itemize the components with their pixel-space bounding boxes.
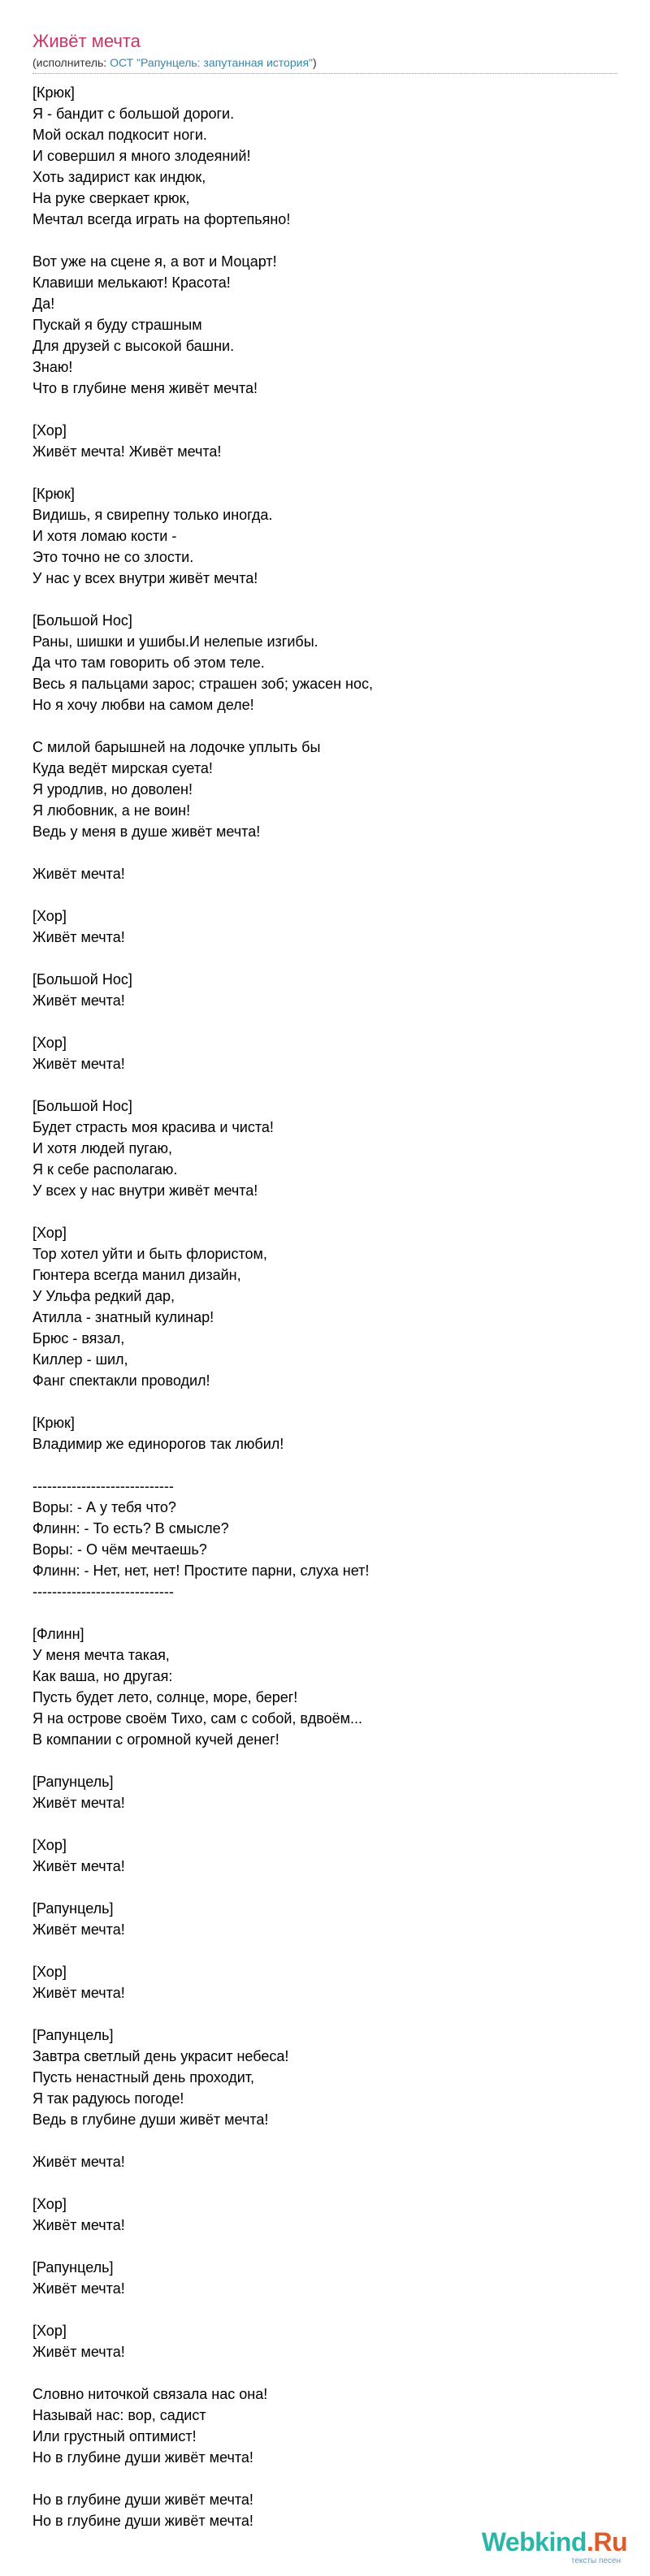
lyrics-line: Ведь в глубине души живёт мечта! — [32, 2111, 269, 2128]
lyrics-line: [Хор] — [32, 2196, 67, 2212]
lyrics-line: Но я хочу любви на самом деле! — [32, 697, 254, 713]
lyrics-blank-line — [32, 1940, 618, 1961]
lyrics-line: Видишь, я свирепну только иногда. — [32, 507, 273, 523]
performer-prefix: (исполнитель: — [32, 56, 110, 69]
lyrics-line: Фанг спектакли проводил! — [32, 1372, 210, 1389]
lyrics-line: Живёт мечта! — [32, 1858, 125, 1874]
lyrics-line: Пусть ненастный день проходит, — [32, 2069, 255, 2085]
lyrics-line: Живёт мечта! — [32, 2344, 125, 2360]
lyrics-line: Я уродлив, но доволен! — [32, 781, 193, 797]
lyrics-line: [Хор] — [32, 2323, 67, 2339]
lyrics-line: Атилла - знатный кулинар! — [32, 1309, 214, 1325]
lyrics-line: Живёт мечта! — [32, 1795, 125, 1811]
lyrics-line: Пускай я буду страшным — [32, 317, 202, 333]
lyrics-blank-line — [32, 230, 618, 251]
lyrics-line: Да что там говорить об этом теле. — [32, 655, 265, 671]
lyrics-line: Я к себе располагаю. — [32, 1161, 178, 1178]
logo-tld: .Ru — [586, 2527, 627, 2557]
lyrics-line: Раны, шишки и ушибы.И нелепые изгибы. — [32, 633, 318, 650]
lyrics-line: [Хор] — [32, 908, 67, 924]
lyrics-line: [Рапунцель] — [32, 2027, 114, 2043]
lyrics-line: Что в глубине меня живёт мечта! — [32, 380, 258, 396]
lyrics-blank-line — [32, 1074, 618, 1096]
lyrics-line: [Хор] — [32, 1964, 67, 1980]
lyrics-blank-line — [32, 842, 618, 863]
lyrics-line: Живёт мечта! — [32, 2154, 125, 2170]
logo-brand: Webkind — [481, 2527, 587, 2557]
lyrics-line: Живёт мечта! Живёт мечта! — [32, 443, 222, 460]
logo-tagline: тексты песен — [570, 2557, 621, 2565]
lyrics-line: И совершил я много злодеяний! — [32, 148, 251, 164]
lyrics-blank-line — [32, 1391, 618, 1412]
lyrics-line: Куда ведёт мирская суета! — [32, 760, 213, 776]
lyrics-line: Живёт мечта! — [32, 929, 125, 945]
lyrics-blank-line — [32, 715, 618, 737]
lyrics-line: На руке сверкает крюк, — [32, 190, 190, 206]
lyrics-line: Флинн: - То есть? В смысле? — [32, 1520, 229, 1537]
performer-line — [32, 55, 618, 74]
webkind-logo[interactable] — [465, 2527, 627, 2566]
lyrics-blank-line — [32, 1877, 618, 1898]
lyrics-blank-line — [32, 589, 618, 610]
lyrics-line: Завтра светлый день украсит небеса! — [32, 2048, 289, 2064]
lyrics-line: Я любовник, а не воин! — [32, 802, 191, 819]
lyrics-line: Называй нас: вор, садист — [32, 2407, 206, 2423]
lyrics-line: Ведь у меня в душе живёт мечта! — [32, 823, 261, 840]
lyrics-line: Воры: - А у тебя что? — [32, 1499, 176, 1515]
lyrics-line: Но в глубине души живёт мечта! — [32, 2513, 254, 2529]
lyrics-line: Словно ниточкой связала нас она! — [32, 2386, 268, 2402]
lyrics-line: У нас у всех внутри живёт мечта! — [32, 570, 258, 586]
lyrics-line: С милой барышней на лодочке уплыть бы — [32, 739, 321, 755]
lyrics-line: [Большой Нос] — [32, 1098, 132, 1114]
lyrics-line: [Рапунцель] — [32, 1900, 114, 1917]
lyrics-line: Я на острове своём Тихо, сам с собой, вдвоём... — [32, 1710, 363, 1727]
lyrics-blank-line — [32, 2130, 618, 2151]
lyrics-line: Тор хотел уйти и быть флористом, — [32, 1246, 267, 1262]
lyrics-line: Живёт мечта! — [32, 866, 125, 882]
lyrics-line: Но в глубине души живёт мечта! — [32, 2492, 254, 2508]
lyrics-line: Живёт мечта! — [32, 2280, 125, 2297]
lyrics-line: Живёт мечта! — [32, 1056, 125, 1072]
lyrics-line: [Большой Нос] — [32, 612, 132, 629]
lyrics-line: Живёт мечта! — [32, 1985, 125, 2001]
lyrics-blank-line — [32, 1602, 618, 1623]
lyrics-blank-line — [32, 1750, 618, 1771]
lyrics-blank-line — [32, 1201, 618, 1222]
lyrics-line: В компании с огромной кучей денег! — [32, 1731, 280, 1748]
lyrics-blank-line — [32, 2362, 618, 2384]
lyrics-line: [Крюк] — [32, 84, 75, 101]
lyrics-line: Весь я пальцами зарос; страшен зоб; ужасен нос, — [32, 676, 374, 692]
lyrics-line: У меня мечта такая, — [32, 1647, 170, 1663]
lyrics-line: Для друзей с высокой башни. — [32, 338, 235, 354]
lyrics-line: Клавиши мелькают! Красота! — [32, 274, 231, 291]
lyrics-line: [Крюк] — [32, 1415, 75, 1431]
lyrics-line: [Большой Нос] — [32, 971, 132, 988]
lyrics-line: Хоть задирист как индюк, — [32, 169, 206, 185]
lyrics-line: ----------------------------- — [32, 1478, 174, 1494]
lyrics-line: Флинн: - Нет, нет, нет! Простите парни, слуха нет! — [32, 1562, 370, 1579]
lyrics-line: ----------------------------- — [32, 1584, 174, 1600]
song-title: Живёт мечта — [32, 31, 141, 51]
lyrics-line: Вот уже на сцене я, а вот и Моцарт! — [32, 253, 277, 270]
lyrics-blank-line — [32, 2172, 618, 2193]
lyrics-line: Воры: - О чём мечтаешь? — [32, 1541, 207, 1558]
lyrics-line: [Хор] — [32, 1035, 67, 1051]
lyrics-line: [Крюк] — [32, 486, 75, 502]
lyrics-blank-line — [32, 1454, 618, 1476]
lyrics-line: Мечтал всегда играть на фортепьяно! — [32, 211, 291, 227]
lyrics-line: [Хор] — [32, 1837, 67, 1853]
lyrics-line: Будет страсть моя красива и чиста! — [32, 1119, 274, 1135]
lyrics-text — [32, 82, 618, 2531]
performer-suffix: ) — [313, 56, 317, 69]
lyrics-line: Мой оскал подкосит ноги. — [32, 127, 207, 143]
lyrics-line: Владимир же единорогов так любил! — [32, 1436, 284, 1452]
lyrics-line: Знаю! — [32, 359, 73, 375]
lyrics-blank-line — [32, 2468, 618, 2489]
lyrics-line: Пусть будет лето, солнце, море, берег! — [32, 1689, 298, 1705]
lyrics-blank-line — [32, 1011, 618, 1032]
lyrics-blank-line — [32, 884, 618, 905]
lyrics-line: Но в глубине души живёт мечта! — [32, 2449, 254, 2466]
lyrics-blank-line — [32, 2299, 618, 2320]
lyrics-line: И хотя людей пугаю, — [32, 1140, 172, 1156]
lyrics-line: Да! — [32, 296, 55, 312]
lyrics-line: Как ваша, но другая: — [32, 1668, 173, 1684]
song-page — [32, 31, 618, 2531]
lyrics-line: Киллер - шил, — [32, 1351, 128, 1368]
logo-wordmark — [465, 2527, 627, 2557]
lyrics-line: У Ульфа редкий дар, — [32, 1288, 176, 1304]
lyrics-line: Живёт мечта! — [32, 1921, 125, 1938]
lyrics-line: У всех у нас внутри живёт мечта! — [32, 1182, 258, 1199]
lyrics-line: Я так радуюсь погоде! — [32, 2090, 184, 2107]
lyrics-line: [Рапунцель] — [32, 1774, 114, 1790]
lyrics-line: Живёт мечта! — [32, 992, 125, 1009]
lyrics-line: Гюнтера всегда манил дизайн, — [32, 1267, 241, 1283]
lyrics-blank-line — [32, 399, 618, 420]
lyrics-blank-line — [32, 1813, 618, 1835]
performer-link[interactable]: ОСТ "Рапунцель: запутанная история" — [110, 56, 314, 69]
lyrics-line: И хотя ломаю кости - — [32, 528, 177, 544]
lyrics-line: [Флинн] — [32, 1626, 84, 1642]
lyrics-blank-line — [32, 462, 618, 483]
lyrics-blank-line — [32, 2236, 618, 2257]
lyrics-line: Это точно не со злости. — [32, 549, 194, 565]
lyrics-line: Брюс - вязал, — [32, 1330, 125, 1346]
lyrics-line: [Рапунцель] — [32, 2259, 114, 2276]
lyrics-blank-line — [32, 948, 618, 969]
lyrics-line: Живёт мечта! — [32, 2217, 125, 2233]
lyrics-line: Я - бандит с большой дороги. — [32, 106, 235, 122]
lyrics-line: [Хор] — [32, 1225, 67, 1241]
lyrics-line: [Хор] — [32, 422, 67, 439]
lyrics-line: Или грустный оптимист! — [32, 2428, 197, 2444]
lyrics-blank-line — [32, 2003, 618, 2025]
